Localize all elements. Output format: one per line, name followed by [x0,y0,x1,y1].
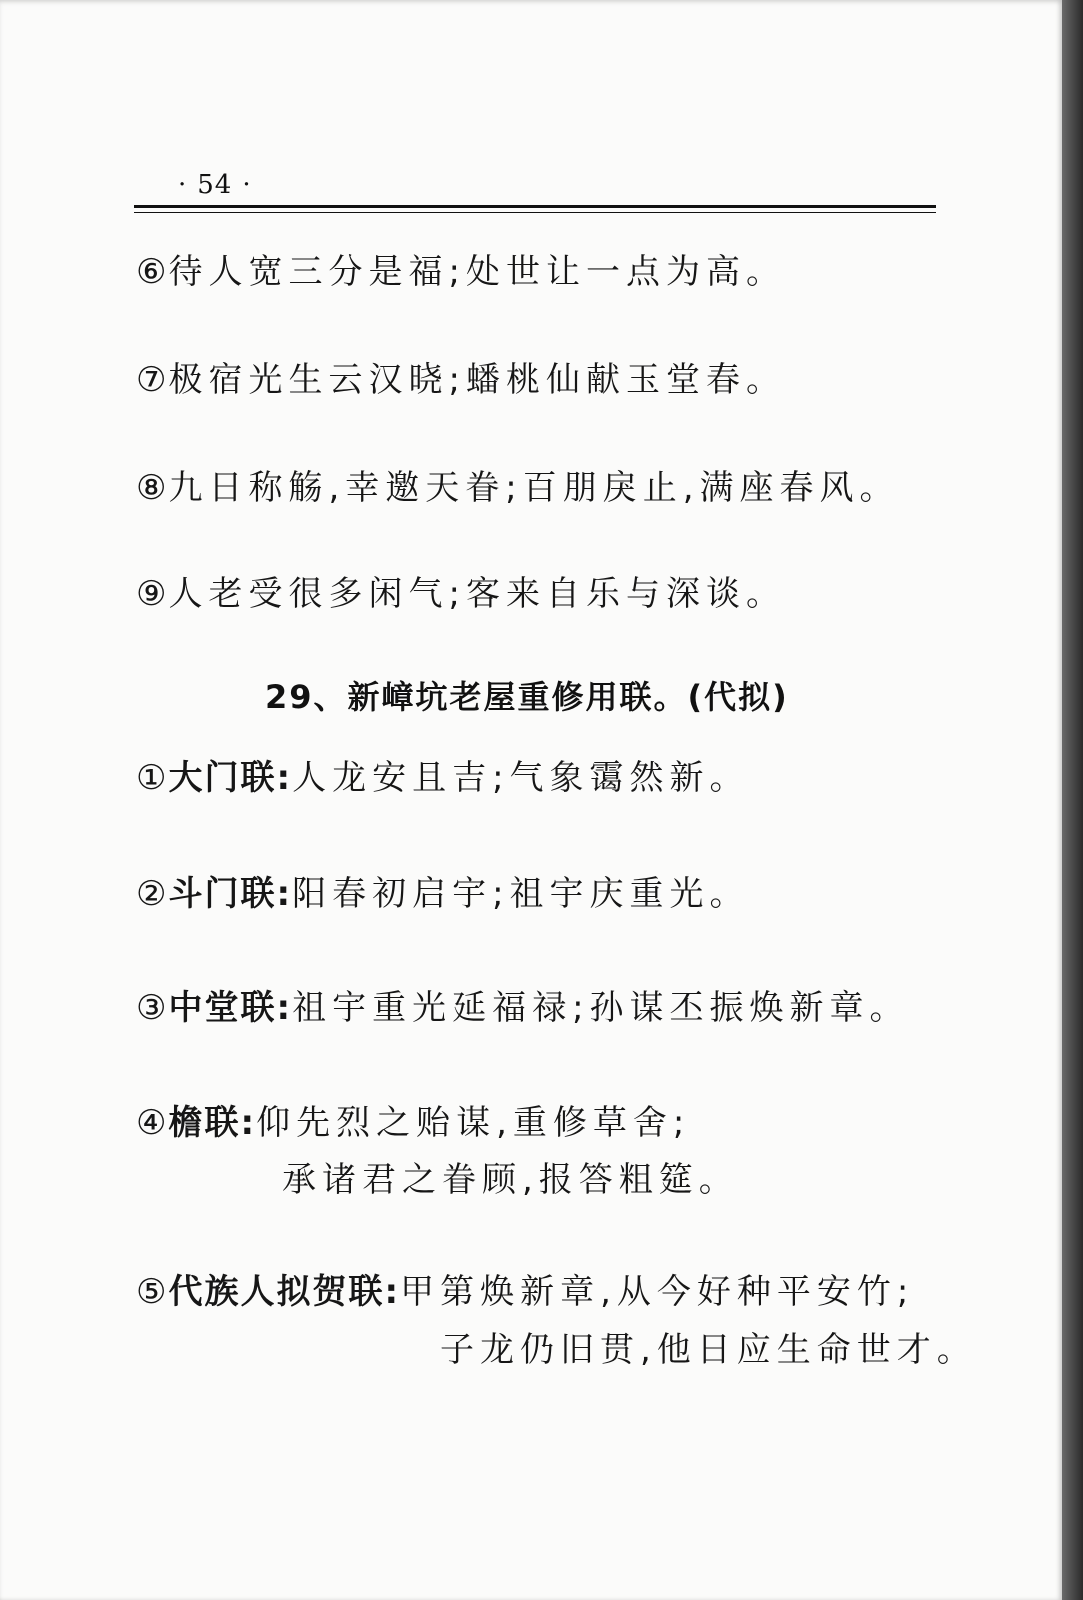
couplet-item-9 [136,566,786,615]
item-number: ⑦ [136,360,167,400]
item-text: 甲第焕新章,从今好种平安竹; [400,1272,915,1312]
couplet-item-clan-congrats-continuation: 子龙仍旧贯,他日应生命世才。 [440,1330,977,1370]
item-text: 待人宽三分是福;处世让一点为高。 [168,252,786,292]
item-number: ⑧ [136,468,167,508]
item-number: ④ [136,1103,167,1143]
header-rule-thin [134,212,936,213]
item-number: ③ [136,988,167,1028]
item-label: 代族人拟贺联: [168,1272,401,1312]
item-number: ⑨ [136,574,167,614]
item-number: ② [136,874,167,914]
item-number: ⑤ [136,1272,167,1312]
item-text: 人老受很多闲气;客来自乐与深谈。 [168,574,786,614]
section-heading: 29、新嶂坑老屋重修用联。(代拟) [265,678,789,716]
couplet-item-6 [136,244,786,293]
couplet-item-central-hall [136,980,910,1029]
couplet-item-8 [136,460,900,509]
item-label: 檐联: [168,1103,257,1143]
item-label: 中堂联: [168,988,293,1028]
couplet-item-dou-gate [136,866,750,915]
couplet-item-eaves-continuation: 承诸君之眷顾,报答粗筵。 [282,1160,739,1200]
item-text: 阳春初启宇;祖宇庆重光。 [292,874,750,914]
page-header [168,170,262,200]
item-text: 仰先烈之贻谋,重修草舍; [256,1103,691,1143]
item-text: 极宿光生云汉晓;蟠桃仙献玉堂春。 [168,360,786,400]
item-number: ⑥ [136,252,167,292]
couplet-item-eaves [136,1095,690,1144]
item-text: 九日称觞,幸邀天眷;百朋戾止,满座春风。 [168,468,900,508]
header-dot-left: · [178,170,188,200]
couplet-item-7 [136,352,786,401]
item-text: 人龙安且吉;气象霭然新。 [292,758,750,798]
header-dot-right: · [242,170,252,200]
item-text: 祖宇重光延福禄;孙谋丕振焕新章。 [292,988,910,1028]
item-number: ① [136,758,167,798]
page-edge-shadow [1062,0,1083,1600]
couplet-item-main-gate [136,750,750,799]
header-rule-thick [134,205,936,208]
item-label: 斗门联: [168,874,293,914]
couplet-item-clan-congrats [136,1264,914,1313]
page-number: 54 [197,170,233,200]
item-label: 大门联: [168,758,293,798]
